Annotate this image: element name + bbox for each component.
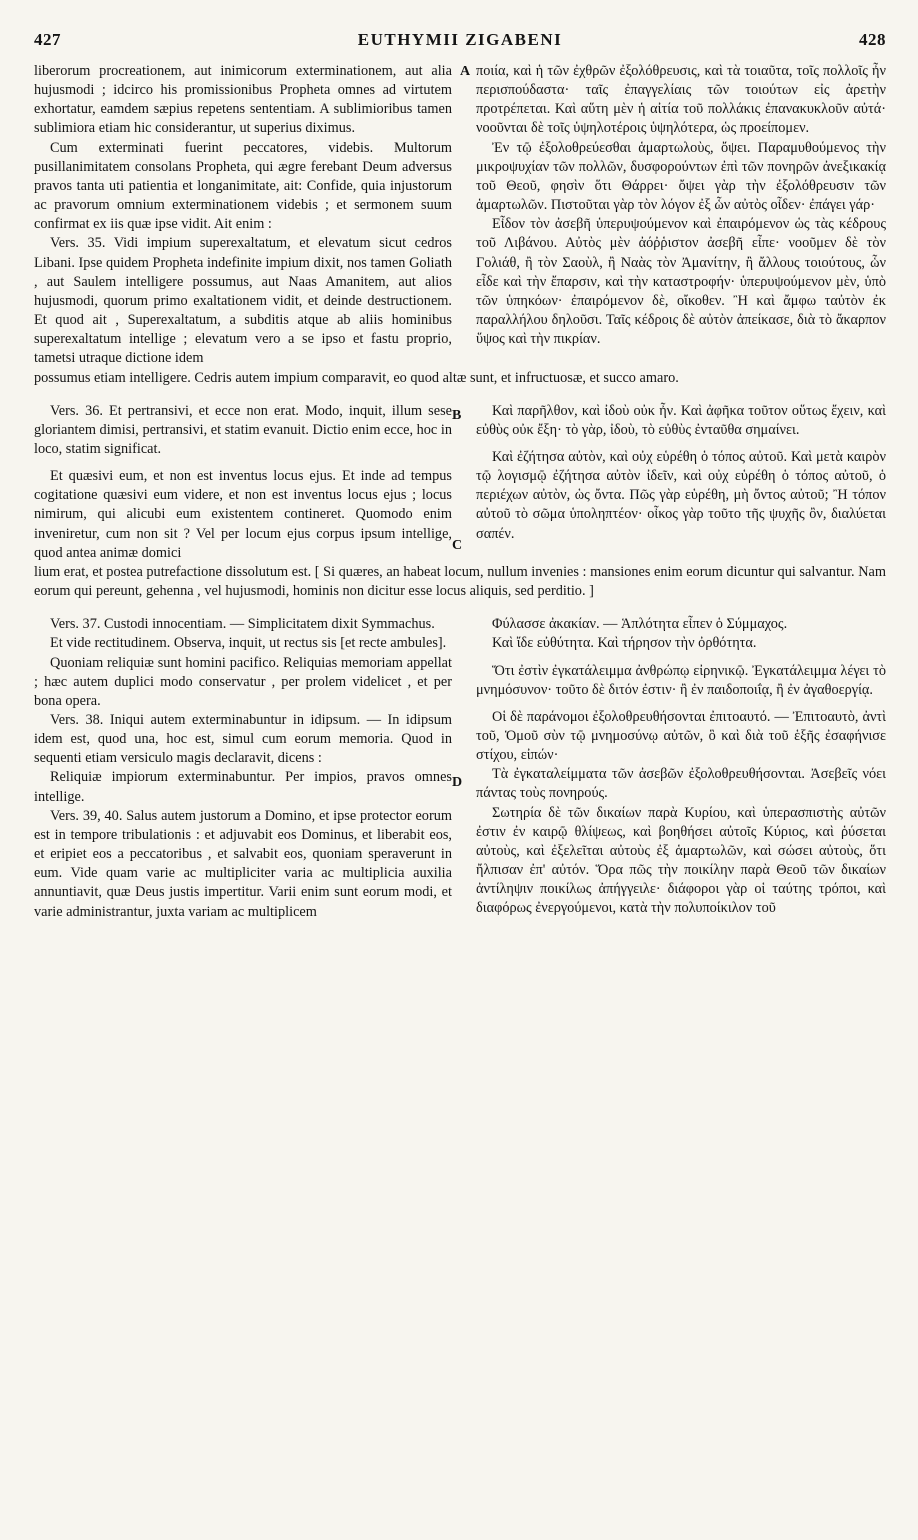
latin-paragraph: Vers. 35. Vidi impium superexaltatum, et elevatum sicut cedros Libani. Ipse quidem Propheta indefinite impium dixit, nos tamen Goliath , aut Saulem intelligere possumus, aut Naas Amanitem, aut alios hujusmodi, quorum primo exaltationem vidit, et deinde destructionem. Et quod ait , Superexaltatum, a subditis atque ab aliis hominibus superexaltatum intellige ; elevatum vero a se ipso et fastu proprio, tametsi utraque dictione idem	[34, 235, 452, 367]
margin-mark-a: A	[460, 64, 471, 79]
greek-paragraph: Ὅτι ἐστὶν ἐγκατάλειμμα ἀνθρώπῳ εἰρηνικῷ. Ἐγκατάλειμμα λέγει τὸ μνημόσυνον· τοῦτο δὲ διτόν ἐστιν· ἢ ἐν παιδοποιΐᾳ, ἢ ἐν ἀγαθοεργίᾳ.	[476, 662, 886, 698]
latin-paragraph: Vers. 39, 40. Salus autem justorum a Domino, et ipse protector eorum est in tempore tribulationis : et adjuvabit eos Dominus, et liberabit eos, et eripiet eos a peccatoribus , et salvabit eos, quoniam speraverunt in eum. Vide quam varie ac multipliciter varia ac multiplicia auxilia annuntiavit, quæ Deus justis impertitur. Varii enim sunt eorum modi, et varie administrantur, juxta variam ac multiplicem	[34, 807, 452, 920]
greek-paragraph: Καὶ παρῆλθον, καὶ ἰδοὺ οὐκ ἦν. Καὶ ἀφῆκα τοῦτον οὕτως ἔχειν, καὶ εὐθὺς οὐκ ἔξη· τὸ γὰρ, ἰδοὺ, τὸ εὐθὺς ἐνταῦθα σημαίνει.	[476, 402, 886, 438]
page-number-left: 427	[34, 30, 61, 49]
greek-column	[476, 62, 886, 369]
latin-paragraph: Quoniam reliquiæ sunt homini pacifico. Reliquias memoriam appellat ; hæc autem duplici modo conservatur , per prolem videlicet , et per bona opera.	[34, 654, 452, 709]
full-width-paragraph: lium erat, et postea putrefactione dissolutum est. [ Si quæres, an habeat locum, nullum invenies : mansiones enim eorum dicuntur qui salvantur. Nam eorum qui pereunt, gehenna , vel hujusmodi, hominis non dicitur esse locus aliquis, sed perditio. ]	[34, 563, 886, 600]
page-number-right: 428	[858, 30, 886, 49]
latin-paragraph: Vers. 36. Et pertransivi, et ecce non erat. Modo, inquit, illum sese gloriantem dimisi, pertransivi, et statim evanuit. Dictio enim ecce, hoc in loco, statim significat.	[34, 402, 452, 457]
greek-paragraph: Οἱ δὲ παράνομοι ἐξολοθρευθήσονται ἐπιτοαυτό. — Ἐπιτοαυτὸ, ἀντὶ τοῦ, Ὁμοῦ σὺν τῷ μνημοσύνῳ αὐτῶν, ὃ καὶ διὰ τοῦ ἑξῆς ἐσαφήνισε στίχου, εἰπών·	[476, 708, 886, 764]
latin-paragraph: Cum exterminati fuerint peccatores, videbis. Multorum pusillanimitatem consolans Propheta, qui ægre ferebant Deum adversus pravos tanta uti patientia et longanimitate, ait: Confide, quia injustorum ac pravorum omnium exterminationem videbis ; et sermonem suum confirmat ex iis quæ ipse vidit. Ait enim :	[34, 139, 452, 233]
greek-column	[476, 402, 886, 563]
latin-paragraph: Reliquiæ impiorum exterminabuntur. Per impios, pravos omnes intellige.	[34, 769, 452, 805]
greek-paragraph: Καὶ ἴδε εὐθύτητα. Καὶ τήρησον τὴν ὀρθότητα.	[492, 635, 757, 652]
margin-mark-c: C	[452, 537, 463, 553]
greek-paragraph: Φύλασσε ἀκακίαν. — Ἁπλότητα εἶπεν ὁ Σύμμαχος.	[492, 616, 788, 633]
greek-paragraph: Ἐν τῷ ἐξολοθρεύεσθαι ἁμαρτωλοὺς, ὄψει. Παραμυθούμενος τὴν μικροψυχίαν τῶν πολλῶν, δυσφορούντων ἐπὶ τῶν πονηρῶν ἀνεξικακίᾳ τοῦ Θεοῦ, φησὶν ὅτι Θάρρει· ὄψει γὰρ τὴν ἐξολόθρευσιν τῶν ἁμαρτωλῶν. Πιστοῦται γὰρ τὸν λόγον ἐξ ὧν αὐτὸς οἶδεν· ἐπάγει γάρ·	[476, 139, 886, 214]
margin-mark-d: D	[452, 775, 463, 791]
margin-mark-b: B	[452, 408, 462, 423]
latin-column	[34, 615, 452, 922]
greek-paragraph: Εἶδον τὸν ἀσεβῆ ὑπερυψούμενον καὶ ἐπαιρόμενον ὡς τὰς κέδρους τοῦ Λιβάνου. Αὐτὸς μὲν ἀόῤῥιστον ἀσεβῆ εἶπε· νοοῦμεν δὲ τὸν Γολιάθ, ἢ τὸν Σαοὺλ, ἢ Ναὰς τὸν Ἀμανίτην, ἢ ἄλλους τοιούτους, ὧν εἶδε καὶ τὴν ἔπαρσιν, καὶ τὴν καταστροφήν· ὑπερυψούμενον μὲν, ὑπὸ τῶν ὑπηκόων· ἐπαιρόμενον δὲ, οἴκοθεν. Ἢ καὶ ἄμφω ταὐτὸν ἐκ παραλλήλου δηλοῦσι. Ταῖς κέδροις δὲ αὐτὸν ἀπείκασε, διὰ τὸ ἄκαρπον ὕψος καὶ τὴν πικρίαν.	[476, 216, 886, 348]
latin-column	[34, 62, 452, 369]
greek-paragraph: Καὶ ἐζήτησα αὐτὸν, καὶ οὐχ εὑρέθη ὁ τόπος αὐτοῦ. Καὶ μετὰ καιρὸν τῷ λογισμῷ ἐζήτησα αὐτὸν ἰδεῖν, καὶ οὐχ εὑρέθη ὁ τόπος αὐτοῦ, ὁ περιέχων αὐτὸν, ὡς ὄντα. Πῶς γὰρ εὑρέθη, μὴ ὄντος αὐτοῦ; Ἢ τόπον αὐτοῦ τὸ σῶμα ὑποληπτέον· οἶκος γὰρ τοῦτο τῆς ψυχῆς ὂν, διαλύεται σαπέν.	[476, 448, 886, 542]
latin-paragraph: Vers. 38. Iniqui autem exterminabuntur in idipsum. — In idipsum idem est, quod una, hoc est, simul cum eorum memoria. Quod in sequenti etiam versiculo magis declaravit, dicens :	[34, 712, 452, 767]
latin-paragraph: Et quæsivi eum, et non est inventus locus ejus. Et inde ad tempus cogitatione quæsivi eum videre, et non est inventus locus ejus ; locus nimirum, qui alicubi eum existentem contineret. Quomodo enim inveniretur, cum non sit ? Vel per locum ejus corpus ipsum intellige, quod antea animæ domici	[34, 468, 452, 561]
section-3	[34, 615, 886, 922]
latin-paragraph: Et vide rectitudinem. Observa, inquit, ut rectus sis [et recte ambules].	[50, 635, 447, 652]
latin-column	[34, 402, 452, 563]
full-width-paragraph: possumus etiam intelligere. Cedris autem impium comparavit, eo quod altæ sunt, et infructuosæ, et succo amaro.	[34, 369, 679, 386]
greek-paragraph: Σωτηρία δὲ τῶν δικαίων παρὰ Κυρίου, καὶ ὑπερασπιστὴς αὐτῶν ἐστιν ἐν καιρῷ θλίψεως, καὶ βοηθήσει αὐτοῖς Κύριος, καὶ ῥύσεται αὐτοὺς, καὶ ἐξελεῖται αὐτοὺς ἐξ ἁμαρτωλῶν, καὶ σώσει αὐτοὺς, ὅτι ἤλπισαν ἐπ' αὐτόν. Ὅρα πῶς τὴν ποικίλην παρὰ Θεοῦ τῶν δικαίων ἀντίληψιν ποικίλως ἀπήγγειλε· διάφοροι γὰρ οἱ ταύτης τρόποι, καὶ διαφόρως ἐνεργούμενοι, κατὰ τὴν πολυποίκιλον τοῦ	[476, 804, 886, 917]
greek-paragraph: Τὰ ἐγκαταλείμματα τῶν ἀσεβῶν ἐξολοθρευθήσονται. Ἀσεβεῖς νόει πάντας τοὺς πονηρούς.	[476, 766, 886, 802]
page-title: EUTHYMII ZIGABENI	[357, 30, 563, 49]
greek-column	[476, 615, 886, 922]
latin-paragraph: liberorum procreationem, aut inimicorum exterminationem, aut alia hujusmodi ; idcirco his promissionibus Propheta omnes ad virtutem exhortatur, eamdem sæpius repetens sententiam. A sublimioribus tamen sublimiora etiam hic considerantur, ut superius diximus.	[34, 63, 452, 137]
running-header	[34, 30, 886, 58]
greek-paragraph: ποιία, καὶ ἡ τῶν ἐχθρῶν ἐξολόθρευσις, καὶ τὰ τοιαῦτα, τοῖς πολλοῖς ἦν περισπούδαστα· ταῖς ἐπαγγελίαις τῶν τοιούτων εἰς ἀρετὴν προτρέπεται. Καὶ αὕτη μὲν ἡ αἰτία τοῦ πολλάκις ἐπανακυκλοῦν αὐτά· νοοῦνται δὲ τοῖς ὑψηλοτέροις ὑψηλότερα, ὡς προείπομεν.	[476, 63, 886, 137]
latin-paragraph: Vers. 37. Custodi innocentiam. — Simplicitatem dixit Symmachus.	[50, 616, 435, 633]
section-2	[34, 402, 886, 563]
